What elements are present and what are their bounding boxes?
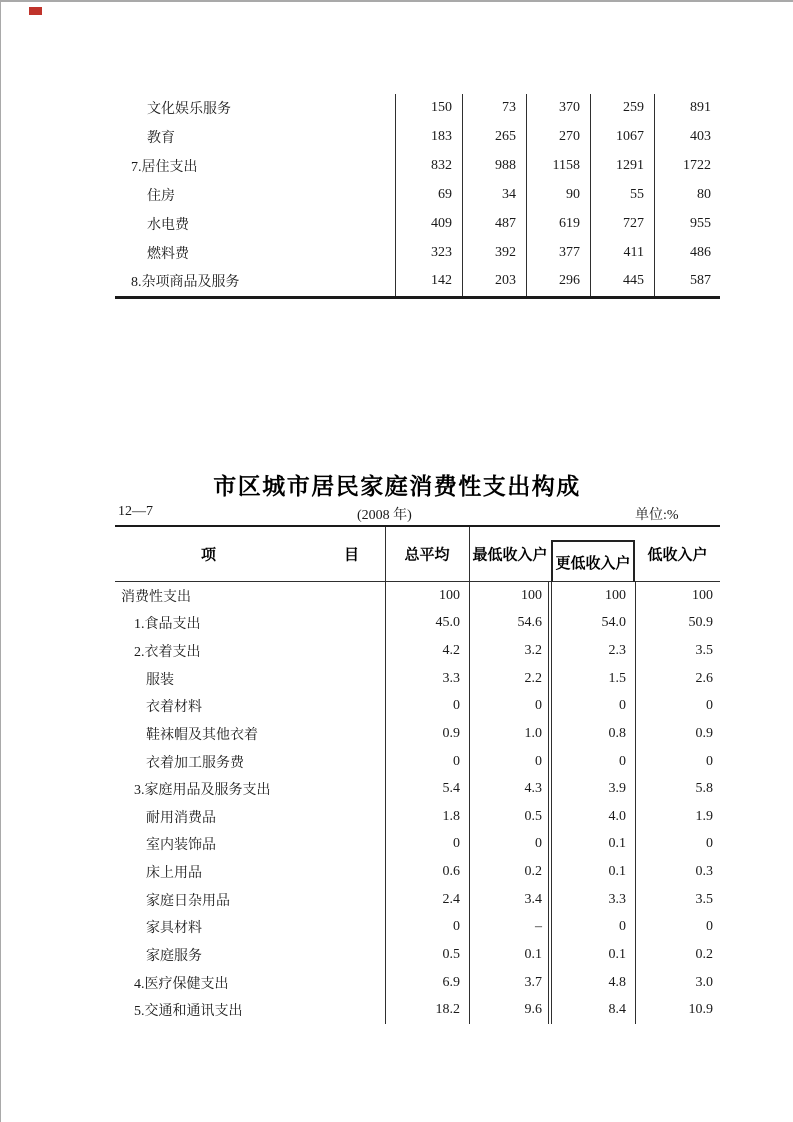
table-header <box>115 525 720 582</box>
table-row <box>115 582 720 610</box>
row-label: 5.交通和通讯支出 <box>134 1004 243 1020</box>
row-label: 家庭服务 <box>146 948 202 964</box>
cell: 1.0 <box>524 725 542 741</box>
cell: 1.5 <box>608 670 626 686</box>
cell: 377 <box>559 244 580 260</box>
row-label: 3.家庭用品及服务支出 <box>134 783 271 799</box>
page-corner-marker <box>29 7 42 15</box>
cell: 259 <box>623 100 644 116</box>
cell: 69 <box>438 186 452 202</box>
table-row <box>115 209 720 238</box>
header-item-left: 项 <box>201 546 217 564</box>
table-number: 12—7 <box>118 504 153 519</box>
row-label: 水电费 <box>147 217 189 233</box>
cell: 0.1 <box>524 946 542 962</box>
cell: 0.1 <box>608 836 626 852</box>
table-row <box>115 831 720 859</box>
row-label: 家具材料 <box>146 921 202 937</box>
cell: 619 <box>559 215 580 231</box>
table-row <box>115 996 720 1024</box>
row-label: 消费性支出 <box>121 589 191 605</box>
cell: 100 <box>439 587 460 603</box>
cell: 370 <box>559 100 580 116</box>
row-label: 床上用品 <box>146 866 202 882</box>
cell: 0.5 <box>524 808 542 824</box>
cell: 0.1 <box>608 864 626 880</box>
header-col-lower-income: 更低收入户 <box>555 554 631 572</box>
table-row <box>115 123 720 152</box>
table-year: (2008 年) <box>357 508 412 523</box>
table-title: 市区城市居民家庭消费性支出构成 <box>213 473 581 499</box>
cell: 392 <box>495 244 516 260</box>
cell: 0.9 <box>442 725 460 741</box>
table-row <box>115 267 720 296</box>
table-row <box>115 94 720 123</box>
cell: 403 <box>690 129 711 145</box>
cell: 409 <box>431 215 452 231</box>
cell: 0 <box>535 836 542 852</box>
cell: 90 <box>566 186 580 202</box>
header-item-right: 目 <box>344 546 360 564</box>
cell: 270 <box>559 129 580 145</box>
table-row <box>115 693 720 721</box>
header-col-average: 总平均 <box>404 546 450 564</box>
table-row <box>115 610 720 638</box>
cell: 0.2 <box>695 946 713 962</box>
cell: 0 <box>706 919 713 935</box>
cell: 0 <box>619 753 626 769</box>
cell: 3.0 <box>695 974 713 990</box>
cell: 2.2 <box>524 670 542 686</box>
cell: 1158 <box>552 158 580 174</box>
cell: 45.0 <box>435 615 460 631</box>
table-row <box>115 181 720 210</box>
cell: 2.4 <box>442 891 460 907</box>
row-label: 7.居住支出 <box>131 160 198 176</box>
row-label: 8.杂项商品及服务 <box>131 275 240 291</box>
cell: 0.6 <box>442 864 460 880</box>
cell: 1.9 <box>695 808 713 824</box>
cell: 100 <box>521 587 542 603</box>
cell: 3.7 <box>524 974 542 990</box>
expenditure-composition-table <box>115 525 720 1024</box>
row-label: 衣着加工服务费 <box>146 755 244 771</box>
cell: 5.4 <box>442 781 460 797</box>
cell: 3.9 <box>608 781 626 797</box>
table-row <box>115 637 720 665</box>
table-row <box>115 152 720 181</box>
cell: 4.8 <box>608 974 626 990</box>
row-label: 家庭日杂用品 <box>146 893 230 909</box>
cell: 0 <box>535 753 542 769</box>
table-row <box>115 969 720 997</box>
cell: 0 <box>619 919 626 935</box>
cell: 0 <box>535 698 542 714</box>
cell: 0 <box>706 753 713 769</box>
cell: 8.4 <box>608 1002 626 1018</box>
cell: 0.2 <box>524 864 542 880</box>
cell: 955 <box>690 215 711 231</box>
cell: 0 <box>453 919 460 935</box>
cell: 296 <box>559 273 580 289</box>
cell: 1.8 <box>442 808 460 824</box>
cell: 203 <box>495 273 516 289</box>
cell: 80 <box>697 186 711 202</box>
table-row <box>115 748 720 776</box>
cell: 150 <box>431 100 452 116</box>
cell: 2.3 <box>608 643 626 659</box>
table-row <box>115 665 720 693</box>
cell: 4.0 <box>608 808 626 824</box>
cell: 3.3 <box>442 670 460 686</box>
cell: 0 <box>706 836 713 852</box>
cell: 445 <box>623 273 644 289</box>
row-label: 室内装饰品 <box>146 838 216 854</box>
cell: 3.3 <box>608 891 626 907</box>
cell: 6.9 <box>442 974 460 990</box>
row-label: 住房 <box>147 188 175 204</box>
cell: 55 <box>630 186 644 202</box>
cell: 50.9 <box>688 615 713 631</box>
cell: 265 <box>495 129 516 145</box>
cell: 100 <box>692 587 713 603</box>
table-row <box>115 886 720 914</box>
table-row <box>115 803 720 831</box>
table-row <box>115 720 720 748</box>
cell: 34 <box>502 186 516 202</box>
row-label: 1.食品支出 <box>134 617 201 633</box>
continued-expenditure-table <box>115 94 720 299</box>
cell: 9.6 <box>524 1002 542 1018</box>
cell: – <box>535 919 542 935</box>
cell: 323 <box>431 244 452 260</box>
table-body <box>115 582 720 1024</box>
row-label: 2.衣着支出 <box>134 645 201 661</box>
cell: 832 <box>431 158 452 174</box>
header-col-lower-income-box <box>551 540 635 582</box>
cell: 183 <box>431 129 452 145</box>
cell: 5.8 <box>695 781 713 797</box>
row-label: 4.医疗保健支出 <box>134 976 229 992</box>
cell: 1291 <box>616 158 644 174</box>
cell: 0.8 <box>608 725 626 741</box>
table-unit: 单位:% <box>635 508 679 523</box>
cell: 54.0 <box>601 615 626 631</box>
header-col-low-income: 低收入户 <box>647 546 708 564</box>
cell: 486 <box>690 244 711 260</box>
cell: 0.9 <box>695 725 713 741</box>
row-label: 衣着材料 <box>146 700 202 716</box>
cell: 0 <box>619 698 626 714</box>
table-row <box>115 238 720 267</box>
cell: 0 <box>453 836 460 852</box>
cell: 0.1 <box>608 946 626 962</box>
row-label: 服装 <box>146 672 174 688</box>
table-row <box>115 858 720 886</box>
cell: 891 <box>690 100 711 116</box>
cell: 3.2 <box>524 643 542 659</box>
cell: 0 <box>706 698 713 714</box>
cell: 54.6 <box>517 615 542 631</box>
cell: 988 <box>495 158 516 174</box>
cell: 0.3 <box>695 864 713 880</box>
cell: 0 <box>453 753 460 769</box>
cell: 411 <box>623 244 644 260</box>
cell: 0.5 <box>442 946 460 962</box>
table-row <box>115 775 720 803</box>
cell: 3.5 <box>695 643 713 659</box>
cell: 4.2 <box>442 643 460 659</box>
cell: 73 <box>502 100 516 116</box>
header-col-lowest-income: 最低收入户 <box>472 546 548 564</box>
cell: 2.6 <box>695 670 713 686</box>
row-label: 耐用消费品 <box>146 810 216 826</box>
row-label: 文化娱乐服务 <box>147 102 231 118</box>
cell: 1722 <box>683 158 711 174</box>
cell: 3.4 <box>524 891 542 907</box>
cell: 18.2 <box>435 1002 460 1018</box>
row-label: 燃料费 <box>147 246 189 262</box>
cell: 4.3 <box>524 781 542 797</box>
table-row <box>115 914 720 942</box>
cell: 487 <box>495 215 516 231</box>
cell: 3.5 <box>695 891 713 907</box>
cell: 0 <box>453 698 460 714</box>
cell: 727 <box>623 215 644 231</box>
cell: 1067 <box>616 129 644 145</box>
cell: 142 <box>431 273 452 289</box>
cell: 100 <box>605 587 626 603</box>
cell: 10.9 <box>688 1002 713 1018</box>
row-label: 鞋袜帽及其他衣着 <box>146 727 258 743</box>
row-label: 教育 <box>147 131 175 147</box>
table-row <box>115 941 720 969</box>
cell: 587 <box>690 273 711 289</box>
